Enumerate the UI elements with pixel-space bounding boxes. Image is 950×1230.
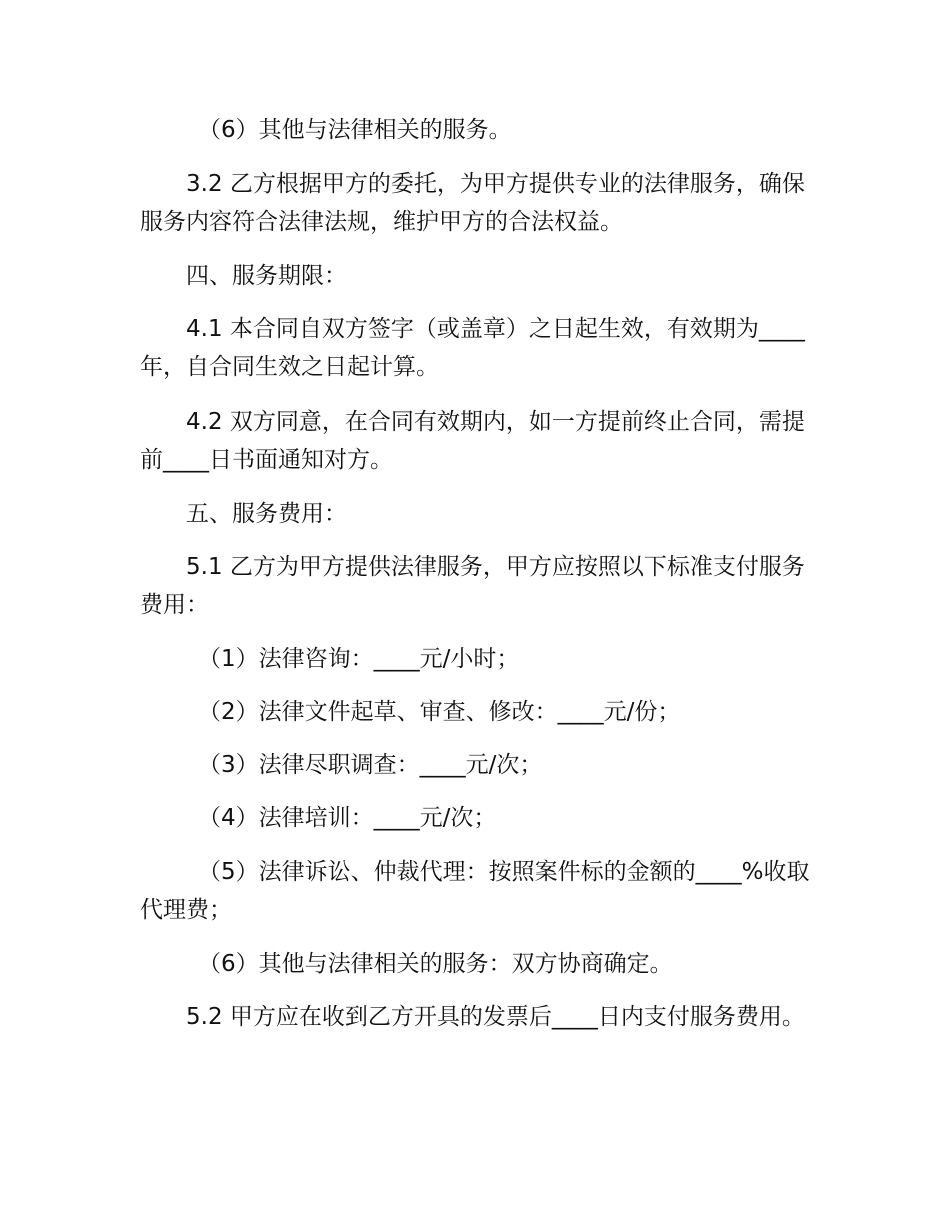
fee-item-2: （2）法律文件起草、审查、修改：____元/份； [198, 699, 681, 725]
section-heading-service-term: 四、服务期限： [186, 263, 347, 289]
clause-3-1-item-6: （6）其他与法律相关的服务。 [198, 117, 512, 143]
fee-item-3: （3）法律尽职调查：____元/次； [198, 752, 543, 778]
fee-item-1: （1）法律咨询：____元/小时； [198, 646, 520, 672]
section-heading-service-fees: 五、服务费用： [186, 501, 347, 527]
fee-item-5: （5）法律诉讼、仲裁代理：按照案件标的金额的____%收取代理费； [140, 859, 810, 923]
clause-5-1: 5.1 乙方为甲方提供法律服务，甲方应按照以下标准支付服务费用： [140, 554, 805, 618]
clause-4-1: 4.1 本合同自双方签字（或盖章）之日起生效，有效期为____年，自合同生效之日起计算。 [140, 316, 805, 380]
fee-item-6: （6）其他与法律相关的服务：双方协商确定。 [198, 951, 673, 977]
clause-3-2: 3.2 乙方根据甲方的委托，为甲方提供专业的法律服务，确保服务内容符合法律法规，维护甲方的合法权益。 [140, 171, 805, 235]
fee-item-4: （4）法律培训：____元/次； [198, 805, 497, 831]
clause-4-2: 4.2 双方同意，在合同有效期内，如一方提前终止合同，需提前____日书面通知对方。 [140, 409, 805, 473]
clause-5-2: 5.2 甲方应在收到乙方开具的发票后____日内支付服务费用。 [186, 1004, 805, 1030]
